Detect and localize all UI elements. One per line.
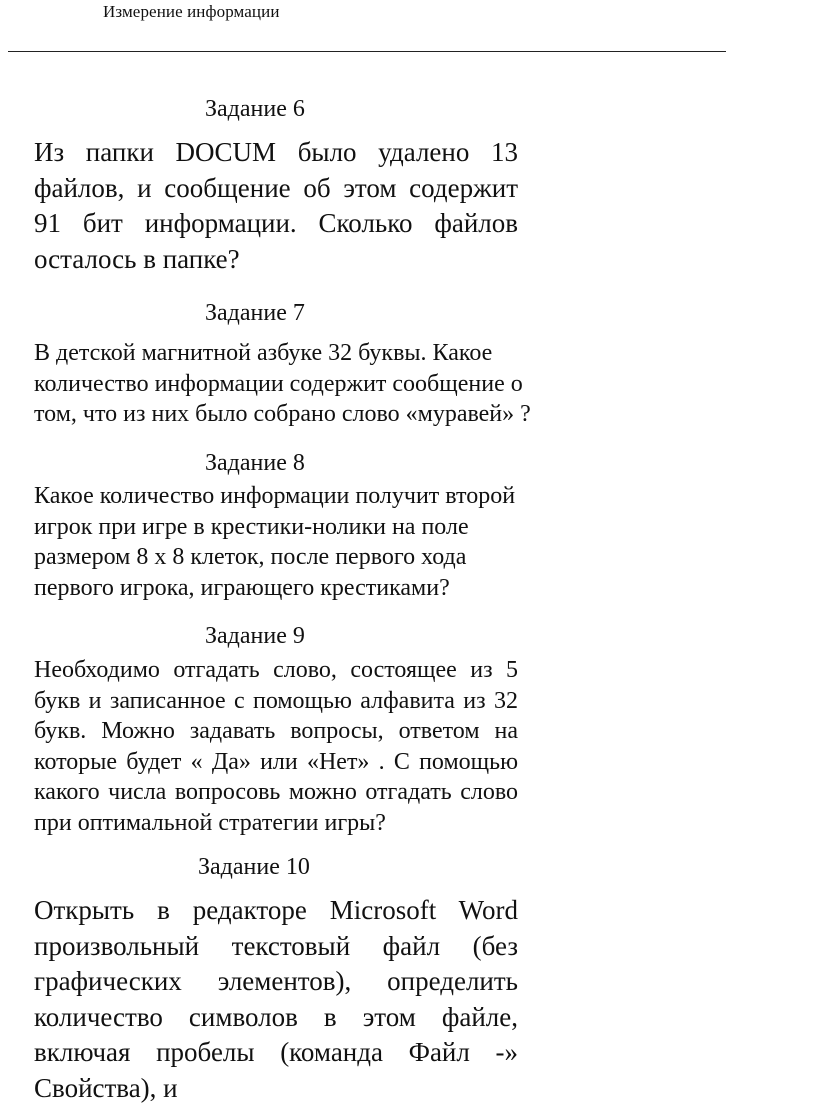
task-9-text: Необходимо отгадать слово, состоящее из 5 букв и записанное с помощью алфавита из 32 букв. Можно задавать вопросы, ответом на которые будет « Да» или «Нет» . С помощью какого числа вопросовь можно отгадать слово при оптимальной стратегии игры?	[34, 657, 518, 836]
task-7-text: В детской магнитной азбуке 32 буквы. Какое количество информации содержит сообщение о том, что из них было собрано слово «муравей» ?	[34, 340, 531, 427]
task-6-text: Из папки DOCUM было удалено 13 файлов, и сообщение об этом содержит 91 бит информации. Сколько файлов осталось в папке?	[34, 137, 518, 274]
task-6-heading: Задание 6	[205, 96, 305, 122]
task-8-text: Какое количество информации получит второй игрок при игре в крестики-нолики на поле размером 8 х 8 клеток, после первого хода первого игрока, играющего крестиками?	[34, 483, 516, 601]
task-9-heading: Задание 9	[205, 623, 305, 649]
task-10-text: Открыть в редакторе Microsoft Word произвольный текстовый файл (без графических элементов), определить количество символов в этом файле, включая пробелы (команда Файл -» Свойства), и	[34, 895, 518, 1103]
task-10-heading: Задание 10	[198, 854, 310, 880]
task-7-heading: Задание 7	[205, 300, 305, 326]
task-8-heading: Задание 8	[205, 450, 305, 476]
header-title: Измерение информации	[103, 2, 280, 21]
header-divider	[8, 51, 726, 52]
